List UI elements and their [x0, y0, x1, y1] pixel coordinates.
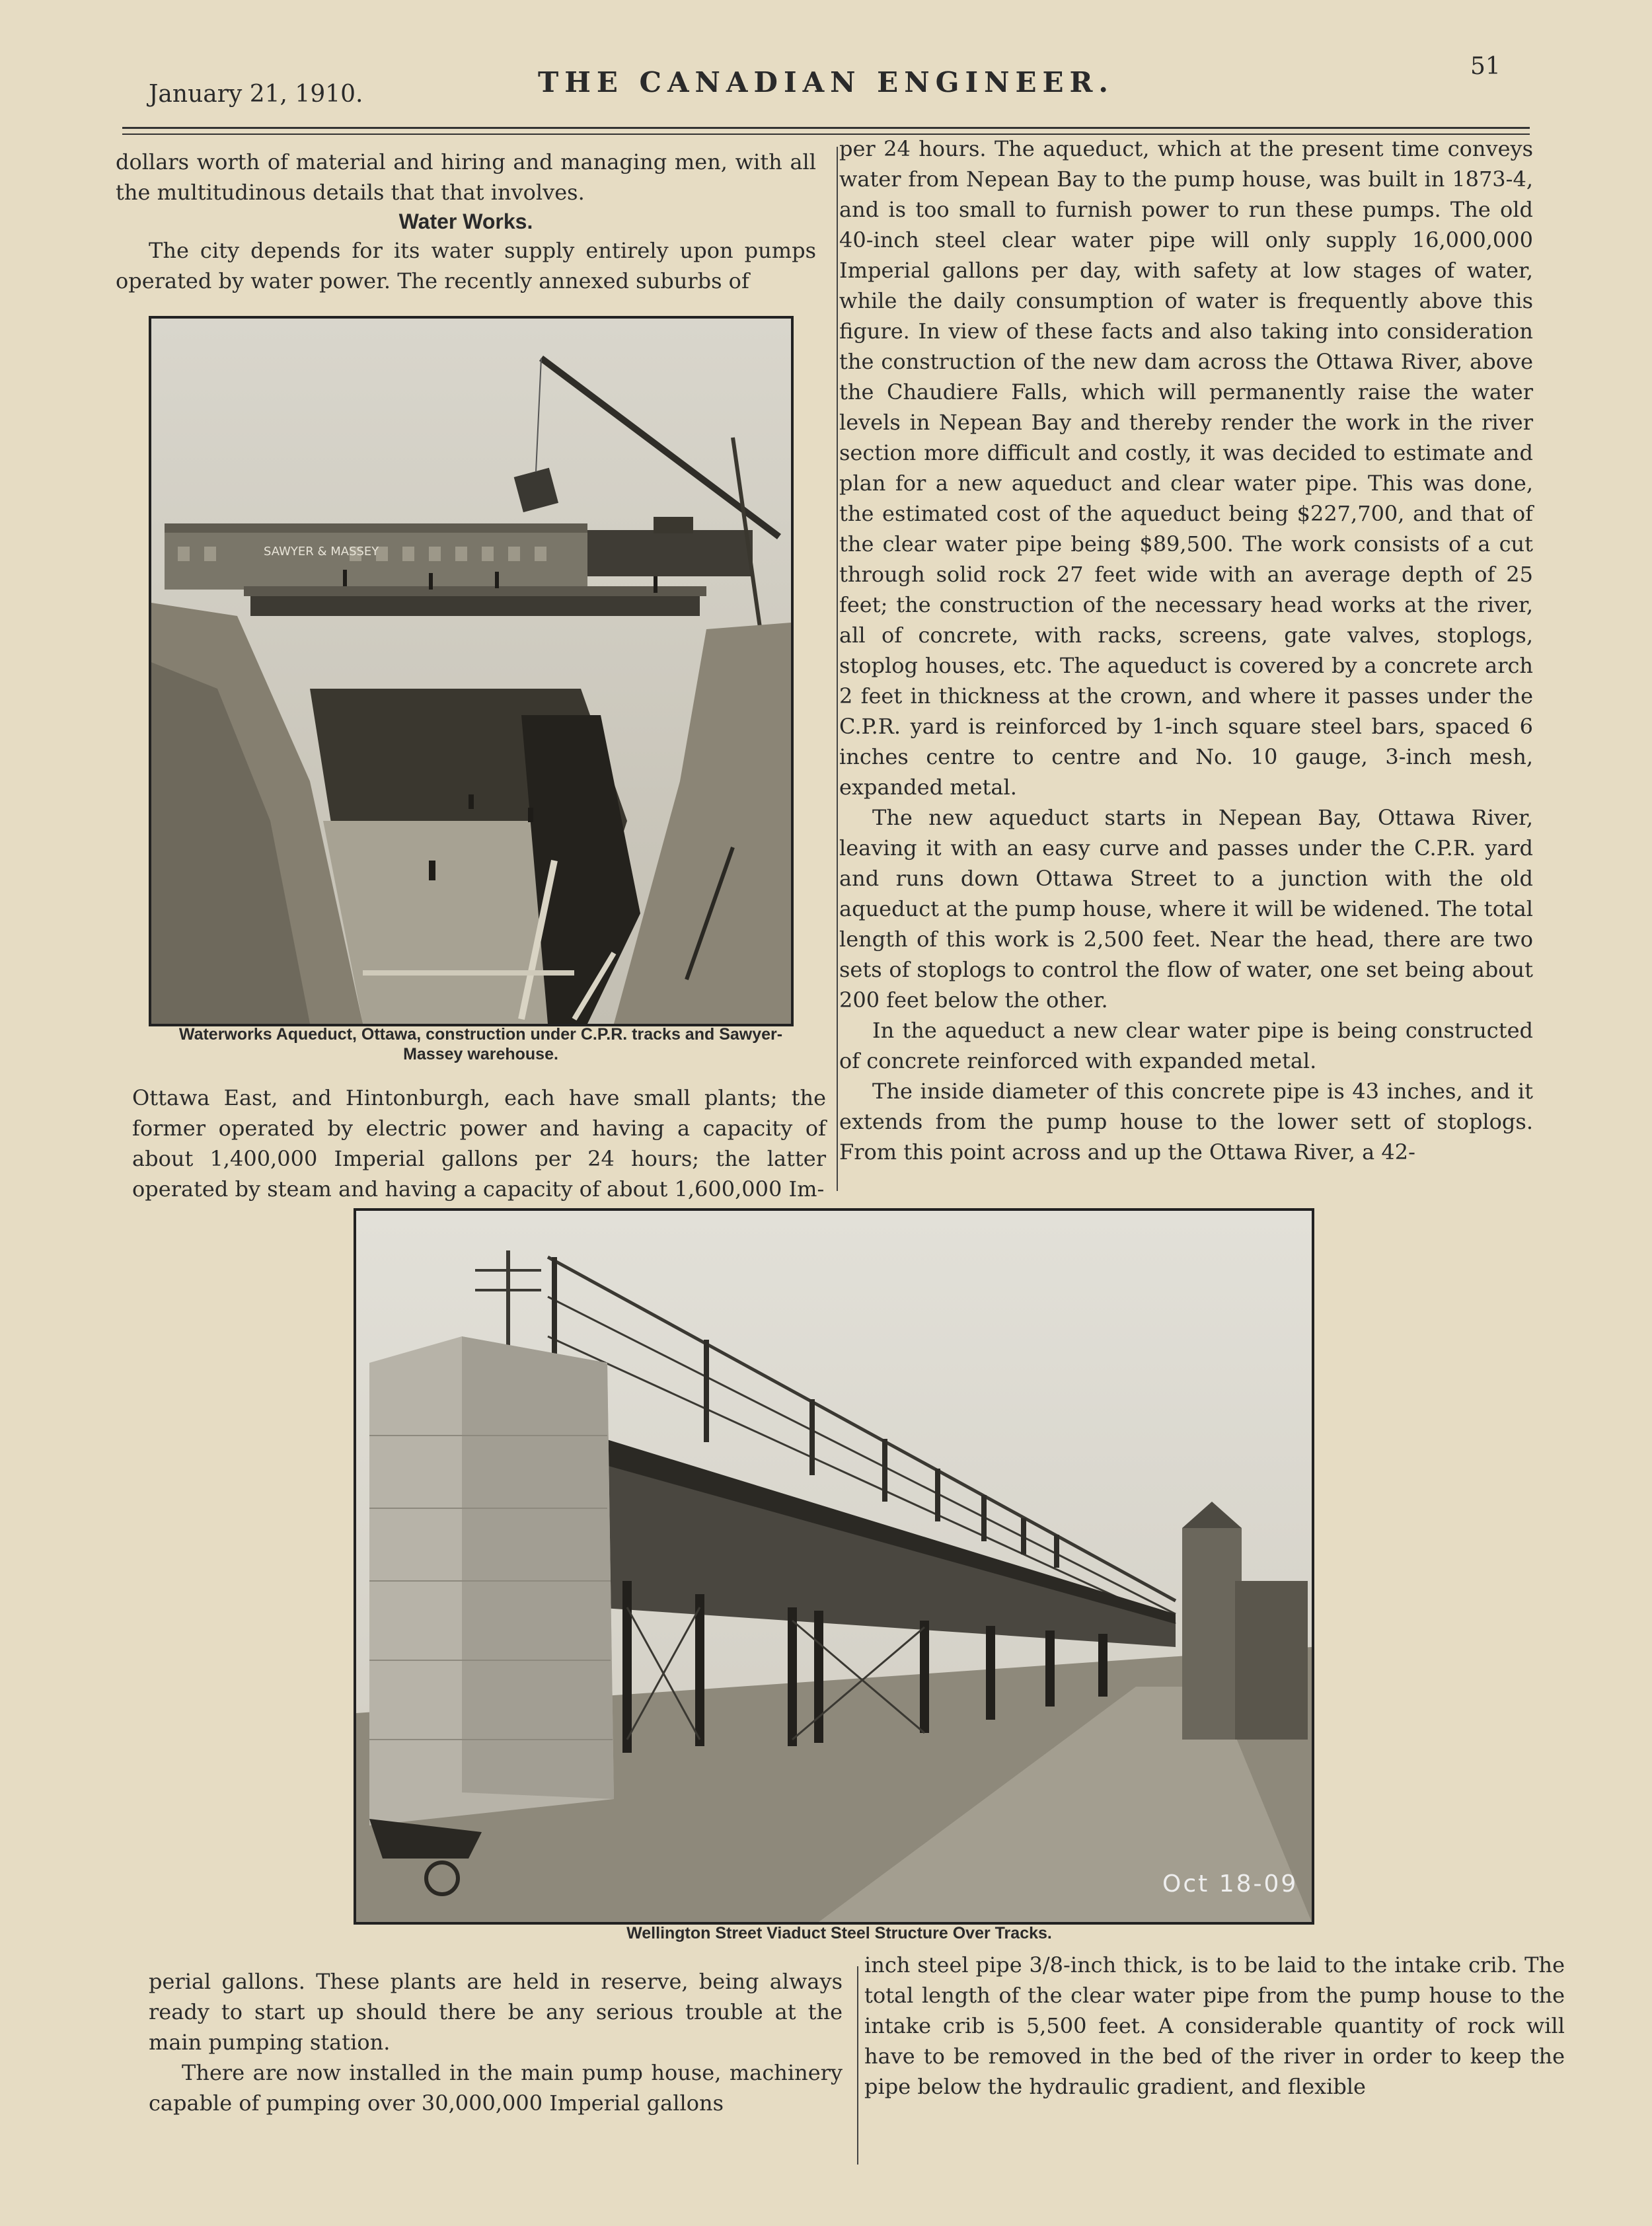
paragraph: dollars worth of material and hiring and managing men, with all the multitudinous details that that involves.: [116, 149, 816, 205]
viaduct-photo: [354, 1208, 1314, 1925]
right-column-bottom: [864, 1950, 1565, 2102]
left-column-middle: [132, 1083, 826, 1204]
building-sign: SAWYER & MASSEY: [264, 545, 379, 558]
paragraph: There are now installed in the main pump house, machinery capable of pumping over 30,000,000 Imperial gallons: [149, 2060, 843, 2116]
left-column-top: [116, 147, 816, 296]
section-heading: Water Works.: [398, 210, 533, 233]
column-divider-top: [837, 147, 838, 1191]
journal-title: THE CANADIAN ENGINEER.: [537, 66, 1115, 98]
left-column-bottom: [149, 1966, 843, 2118]
page-number: 51: [1470, 53, 1501, 80]
paragraph: The new aqueduct starts in Nepean Bay, Ottawa River, leaving it with an easy curve and passes under the C.P.R. yard and runs down Ottawa Street to a junction with the old aqueduct at the pump house, where it will be widened. The total length of this work is 2,500 feet. Near the head, there are two sets of stoplogs to control the flow of water, one set being about 200 feet below the other.: [839, 805, 1533, 1013]
paragraph: Ottawa East, and Hintonburgh, each have small plants; the former operated by electric power and having a capacity of about 1,400,000 Imperial gallons per 24 hours; the latter operated by steam and having a capacity of about 1,600,000 Im-: [132, 1085, 826, 1202]
paragraph: The inside diameter of this concrete pipe is 43 inches, and it extends from the pump house to the lower sett of stoplogs. From this point across and up the Ottawa River, a 42-: [839, 1079, 1533, 1165]
photo-caption: Waterworks Aqueduct, Ottawa, construction under C.P.R. tracks and Sawyer-Massey warehouse.: [178, 1025, 783, 1063]
paragraph: In the aqueduct a new clear water pipe is being constructed of concrete reinforced with expanded metal.: [839, 1018, 1533, 1073]
header-rule: [122, 127, 1530, 129]
photo-caption: Wellington Street Viaduct Steel Structure Over Tracks.: [626, 1924, 1052, 1942]
paragraph: perial gallons. These plants are held in reserve, being always ready to start up should there be any serious trouble at the main pumping station.: [149, 1969, 843, 2055]
column-divider-bottom: [857, 1966, 858, 2165]
paragraph: The city depends for its water supply entirely upon pumps operated by water power. The recently annexed suburbs of: [116, 238, 816, 293]
aqueduct-construction-photo: [149, 316, 794, 1026]
issue-date: January 21, 1910.: [149, 81, 363, 108]
paragraph: inch steel pipe 3/8-inch thick, is to be laid to the intake crib. The total length of the clear water pipe from the pump house to the intake crib is 5,500 feet. A considerable quantity of rock will have to be removed in the bed of the river in order to keep the pipe below the hydraulic gradient, and flexible: [864, 1952, 1565, 2099]
right-column-top: [839, 134, 1533, 1167]
paragraph: per 24 hours. The aqueduct, which at the present time conveys water from Nepean Bay to the pump house, was built in 1873-4, and is too small to furnish power to run these pumps. The old 40-inch steel clear water pipe will only supply 16,000,000 Imperial gallons per day, with safety at low stages of water, while the daily consumption of water is frequently above this figure. In view of these facts and also taking into consideration the construction of the new dam across the Ottawa River, above the Chaudiere Falls, which will permanently raise the water levels in Nepean Bay and thereby render the work in the river section more difficult and costly, it was decided to estimate and plan for a new aqueduct and clear water pipe. This was done, the estimated cost of the aqueduct being $227,700, and that of the clear water pipe being $89,500. The work consists of a cut through solid rock 27 feet wide with an average depth of 25 feet; the construction of the necessary head works at the river, all of concrete, with racks, screens, gate valves, stoplogs, stoplog houses, etc. The aqueduct is covered by a concrete arch 2 feet in thickness at the crown, and where it passes under the C.P.R. yard is reinforced by 1-inch square steel bars, spaced 6 inches centre to centre and No. 10 gauge, 3-inch mesh, expanded metal.: [839, 136, 1533, 800]
photo-date-stamp: Oct 18-09: [1162, 1870, 1298, 1898]
